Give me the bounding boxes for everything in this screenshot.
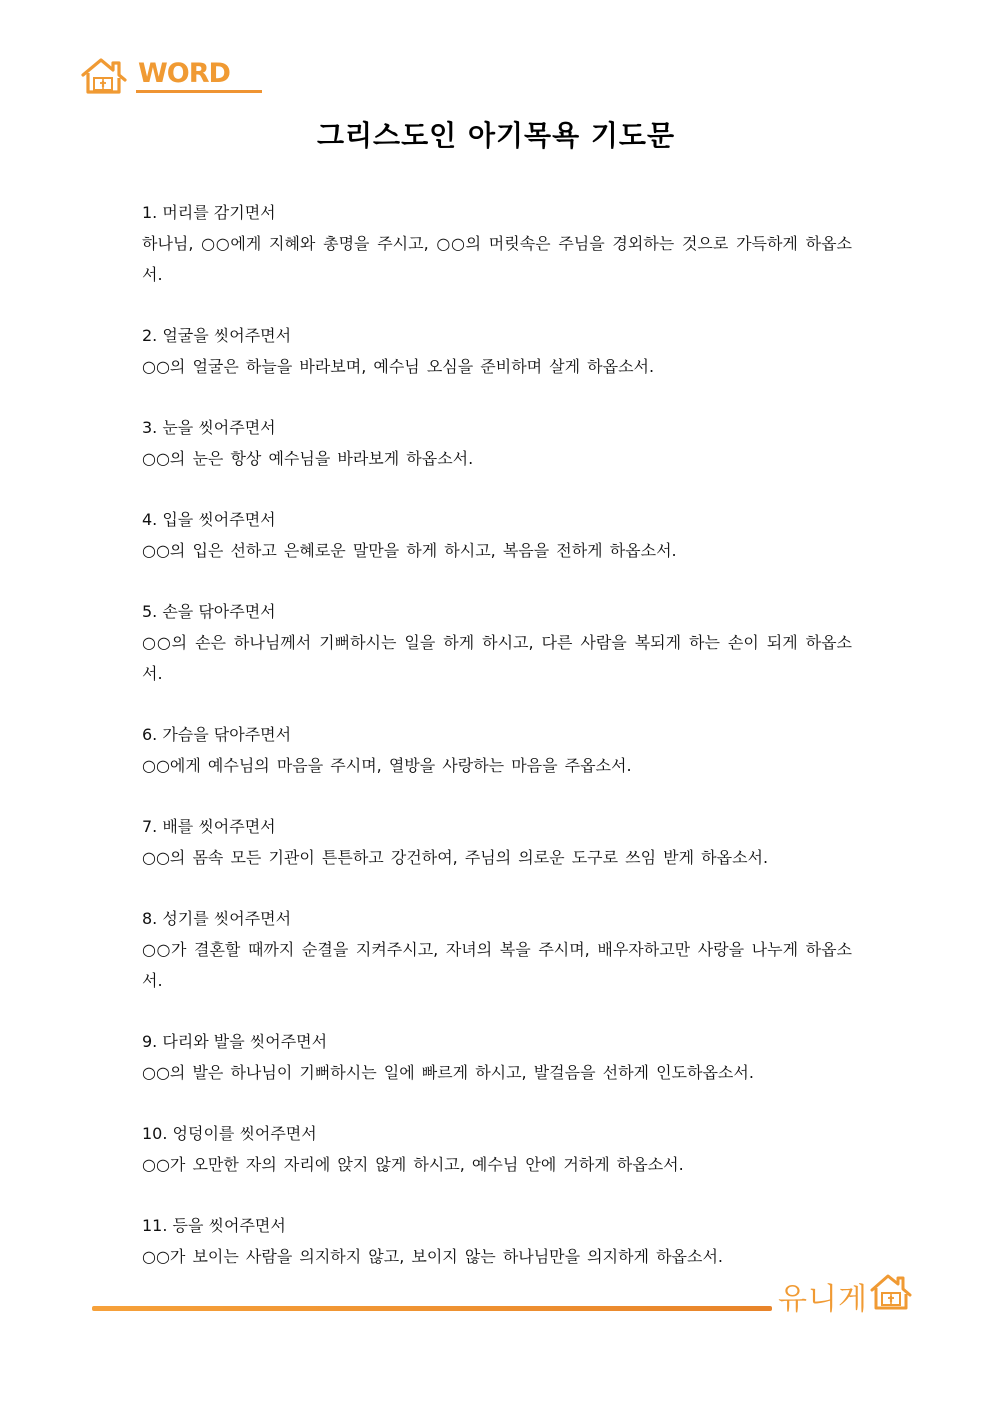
prayer-item — [142, 321, 852, 382]
footer-logo — [778, 1272, 918, 1316]
prayer-text: ○○가 결혼할 때까지 순결을 지켜주시고, 자녀의 복을 주시며, 배우자하고만 사랑을 나누게 하옵소서. — [142, 940, 852, 990]
prayer-item — [142, 904, 852, 996]
prayer-heading: 9. 다리와 발을 씻어주면서 — [142, 1032, 328, 1051]
prayer-heading: 8. 성기를 씻어주면서 — [142, 909, 292, 928]
prayer-text: ○○의 입은 선하고 은혜로운 말만을 하게 하시고, 복음을 전하게 하옵소서. — [142, 541, 677, 560]
prayer-list — [142, 198, 852, 1303]
prayer-item — [142, 505, 852, 566]
prayer-heading: 11. 등을 씻어주면서 — [142, 1216, 286, 1235]
prayer-heading: 3. 눈을 씻어주면서 — [142, 418, 276, 437]
prayer-heading: 6. 가슴을 닦아주면서 — [142, 725, 292, 744]
prayer-item — [142, 720, 852, 781]
prayer-heading: 1. 머리를 감기면서 — [142, 203, 276, 222]
prayer-text: ○○의 손은 하나님께서 기뻐하시는 일을 하게 하시고, 다른 사람을 복되게 하는 손이 되게 하옵소서. — [142, 633, 852, 683]
prayer-item — [142, 198, 852, 290]
prayer-heading: 4. 입을 씻어주면서 — [142, 510, 276, 529]
prayer-item — [142, 1119, 852, 1180]
prayer-text: ○○의 몸속 모든 기관이 튼튼하고 강건하여, 주님의 의로운 도구로 쓰임 받게 하옵소서. — [142, 848, 769, 867]
prayer-text: ○○가 보이는 사람을 의지하지 않고, 보이지 않는 하나님만을 의지하게 하옵소서. — [142, 1247, 724, 1266]
prayer-heading: 2. 얼굴을 씻어주면서 — [142, 326, 292, 345]
header-brand: WORD — [138, 58, 230, 89]
footer-rule — [92, 1306, 772, 1311]
prayer-text: ○○가 오만한 자의 자리에 앉지 않게 하시고, 예수님 안에 거하게 하옵소서. — [142, 1155, 684, 1174]
prayer-item — [142, 597, 852, 689]
prayer-heading: 10. 엉덩이를 씻어주면서 — [142, 1124, 317, 1143]
document-title: 그리스도인 아기목욕 기도문 — [316, 119, 676, 152]
house-book-icon — [870, 1272, 914, 1312]
prayer-text: ○○의 얼굴은 하늘을 바라보며, 예수님 오심을 준비하며 살게 하옵소서. — [142, 357, 655, 376]
prayer-text: ○○에게 예수님의 마음을 주시며, 열방을 사랑하는 마음을 주옵소서. — [142, 756, 632, 775]
header-logo — [80, 56, 265, 96]
header-underline — [136, 90, 262, 93]
prayer-item — [142, 1211, 852, 1272]
house-book-icon — [80, 56, 134, 96]
prayer-text: 하나님, ○○에게 지혜와 총명을 주시고, ○○의 머릿속은 주님을 경외하는 것으로 가득하게 하옵소서. — [142, 234, 852, 284]
prayer-text: ○○의 눈은 항상 예수님을 바라보게 하옵소서. — [142, 449, 474, 468]
prayer-text: ○○의 발은 하나님이 기뻐하시는 일에 빠르게 하시고, 발걸음을 선하게 인도하옵소서. — [142, 1063, 754, 1082]
prayer-item — [142, 812, 852, 873]
prayer-heading: 5. 손을 닦아주면서 — [142, 602, 276, 621]
prayer-heading: 7. 배를 씻어주면서 — [142, 817, 276, 836]
footer-brand: 유니게 — [778, 1282, 868, 1317]
prayer-item — [142, 1027, 852, 1088]
prayer-item — [142, 413, 852, 474]
